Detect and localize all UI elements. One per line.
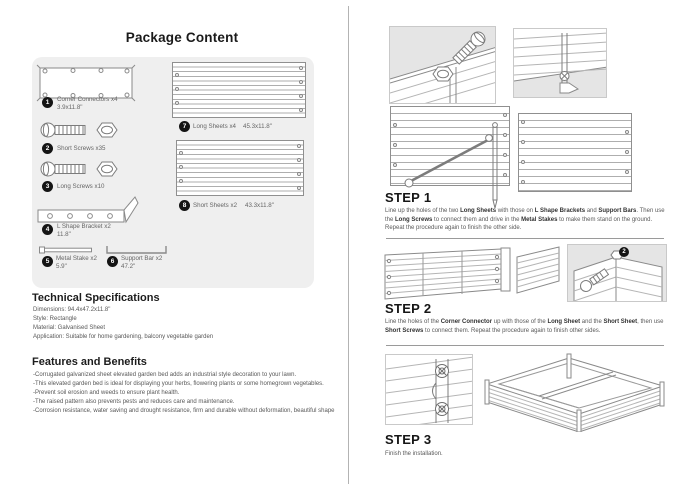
part-number-badge: 2 [42, 143, 53, 154]
section-divider [386, 238, 664, 239]
step1-title: STEP 1 [385, 190, 432, 205]
long-screw-icon [40, 158, 120, 180]
step3-assembled-bed-icon [483, 350, 667, 432]
part-label [57, 223, 111, 239]
part-number-badge: 8 [179, 200, 190, 211]
part-label [193, 123, 236, 131]
metal-stake-icon [38, 245, 98, 255]
step2-corner-detail-icon [568, 245, 667, 302]
part-size-text: 11.8" [57, 230, 71, 238]
step2-title: STEP 2 [385, 301, 432, 316]
long-sheets-icon [172, 62, 306, 118]
step1-screw-detail-icon [390, 27, 496, 104]
step2-detail-corner-box [567, 244, 667, 302]
step1-description: Line up the holes of the two Long Sheets with those on L Shape Brackets and Support Bars. Then use the Long Screws to connect them and drive in the Metal Stakes to make them stand on the ground. Repeat the procedure again to finish the other side. [385, 208, 665, 232]
page-title: Package Content [125, 30, 239, 45]
spec-line: Material: Galvanised Sheet [33, 325, 106, 331]
step2-description: Line the holes of the Corner Connector up with those of the Long Sheet and the Short Sheet, then use Short Screws to connect them. Repeat the procedure again to finish other sides. [385, 319, 664, 334]
part-label-text: Corner Connectors x4 [57, 96, 118, 103]
page-divider [348, 6, 349, 484]
part-number-badge: 1 [42, 97, 53, 108]
part-number-badge: 4 [42, 224, 53, 235]
short-sheets-icon [176, 140, 304, 196]
step1-stake-detail-icon [514, 29, 607, 98]
spec-line: Style: Rectangle [33, 316, 77, 322]
part-number-badge: 5 [42, 256, 53, 267]
step1-detail-screw-box [389, 26, 496, 104]
l-shape-bracket-icon [36, 194, 140, 226]
part-size-text: 3.9x11.8" [57, 103, 83, 111]
part-size-text: 47.2" [121, 262, 136, 270]
part-label-text: Short Sheets x2 [193, 202, 238, 209]
part-size-text: 43.3x11.8" [245, 202, 274, 209]
step3-detail-connector-box [385, 354, 473, 425]
part-label-text: L Shape Bracket x2 [57, 223, 111, 230]
part-label [57, 183, 104, 191]
part-label-text: Short Screws x35 [57, 145, 106, 152]
spec-line: Application: Suitable for home gardening, balcony vegetable garden [33, 334, 214, 340]
part-number-badge: 7 [179, 121, 190, 132]
spec-line: Dimensions: 94.4x47.2x11.8" [33, 307, 111, 313]
part-label-text: Long Screws x10 [57, 183, 105, 190]
section-divider [386, 345, 664, 346]
part-label [57, 96, 118, 112]
part-label [57, 145, 106, 153]
feature-line: -Corrugated galvanized sheet elevated garden bed adds an industrial style decoration to your lawn. [33, 372, 297, 378]
step3-title: STEP 3 [385, 432, 432, 447]
step3-description: Finish the installation. [385, 451, 443, 457]
short-screw-icon [40, 119, 120, 141]
part-size-text: 45.3x11.8" [243, 123, 272, 130]
feature-line: -The raised pattern also prevents pests and reduces care and maintenance. [33, 399, 235, 405]
tech-specs-heading: Technical Specifications [32, 292, 160, 304]
step2-corner-assembly-icon [383, 245, 561, 303]
part-label [193, 202, 237, 210]
part-number-badge: 6 [107, 256, 118, 267]
feature-line: -This elevated garden bed is ideal for displaying your herbs, flowering plants or some homegrown vegetables. [33, 381, 324, 387]
part-label-text: Support Bar x2 [121, 255, 163, 262]
part-label-text: Metal Stake x2 [56, 255, 97, 262]
part-label [56, 255, 97, 271]
part-size-text: 5.9" [56, 262, 67, 270]
part-number-badge: 3 [42, 181, 53, 192]
step3-connector-detail-icon [386, 355, 473, 425]
feature-line: -Prevent soil erosion and weeds to ensure plant health. [33, 390, 180, 396]
feature-line: -Corrosion resistance, water saving and drought resistance, firm and durable without deformation, beautiful shape [33, 408, 335, 414]
part-number-callout-badge: 2 [619, 247, 629, 257]
features-heading: Features and Benefits [32, 356, 147, 368]
part-label [121, 255, 162, 271]
part-label-text: Long Sheets x4 [193, 123, 237, 130]
step1-detail-stake-box [513, 28, 607, 98]
